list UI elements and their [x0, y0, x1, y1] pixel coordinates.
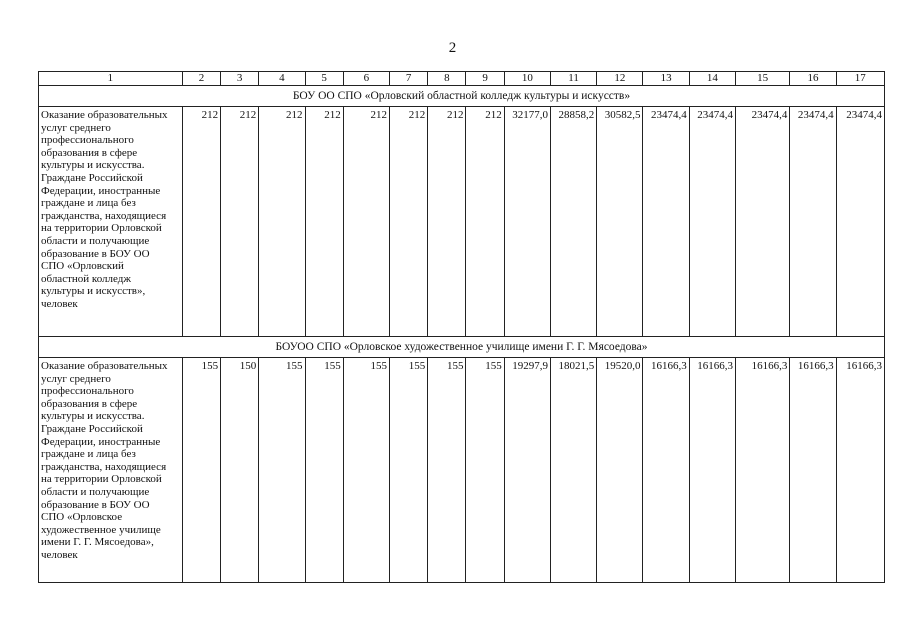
value-cell: 155	[305, 358, 343, 583]
column-number: 5	[305, 72, 343, 86]
value-cell: 212	[466, 107, 504, 337]
value-cell: 212	[221, 107, 259, 337]
value-cell: 23474,4	[736, 107, 790, 337]
value-cell: 155	[428, 358, 466, 583]
value-cell: 155	[466, 358, 504, 583]
column-number-row	[39, 72, 885, 86]
value-cell: 212	[390, 107, 428, 337]
value-cell: 212	[259, 107, 305, 337]
column-number: 9	[466, 72, 504, 86]
value-cell: 16166,3	[689, 358, 735, 583]
column-number: 7	[390, 72, 428, 86]
service-description	[39, 358, 183, 583]
value-cell: 23474,4	[790, 107, 836, 337]
column-number: 2	[182, 72, 220, 86]
description-line: образование в БОУ ОО	[41, 498, 150, 511]
description-line: гражданства, находящиеся	[41, 209, 167, 222]
description-line: образования в сфере	[41, 146, 138, 159]
column-number: 11	[550, 72, 596, 86]
description-line: культуры и искусств»,	[41, 285, 146, 298]
column-number: 14	[689, 72, 735, 86]
description-line: на территории Орловской	[41, 222, 162, 235]
value-cell: 155	[390, 358, 428, 583]
value-cell: 32177,0	[504, 107, 550, 337]
service-description	[39, 107, 183, 337]
description-line: граждане и лица без	[41, 448, 136, 461]
column-number: 10	[504, 72, 550, 86]
value-cell: 16166,3	[736, 358, 790, 583]
data-table	[38, 71, 885, 583]
description-line: художественное училище	[41, 523, 161, 536]
description-line: Граждане Российской	[41, 422, 143, 435]
value-cell: 212	[305, 107, 343, 337]
description-line: Оказание образовательных	[41, 360, 168, 372]
description-line: СПО «Орловский	[41, 260, 124, 273]
value-cell: 212	[343, 107, 389, 337]
column-number: 13	[643, 72, 689, 86]
description-line: Федерации, иностранные	[41, 184, 161, 197]
value-cell: 16166,3	[836, 358, 884, 583]
section-header-row	[39, 337, 885, 358]
value-cell: 18021,5	[550, 358, 596, 583]
value-cell: 19297,9	[504, 358, 550, 583]
value-cell: 23474,4	[643, 107, 689, 337]
description-line: услуг среднего	[41, 121, 111, 134]
value-cell: 155	[259, 358, 305, 583]
description-line: на территории Орловской	[41, 473, 162, 486]
section-title: БОУ ОО СПО «Орловский областной колледж культуры и искусств»	[39, 86, 885, 107]
table-row	[39, 107, 885, 337]
value-cell: 155	[182, 358, 220, 583]
description-line: Оказание образовательных	[41, 109, 168, 121]
description-line: Граждане Российской	[41, 171, 143, 184]
description-line: образование в БОУ ОО	[41, 247, 150, 260]
description-line: граждане и лица без	[41, 197, 136, 210]
value-cell: 212	[182, 107, 220, 337]
value-cell: 16166,3	[643, 358, 689, 583]
column-number: 6	[343, 72, 389, 86]
description-line: СПО «Орловское	[41, 511, 123, 524]
description-line: культуры и искусства.	[41, 410, 145, 423]
description-line: услуг среднего	[41, 372, 111, 385]
description-line: человек	[41, 297, 78, 310]
page-number: 2	[448, 40, 457, 56]
description-line: гражданства, находящиеся	[41, 460, 167, 473]
description-line: профессионального	[41, 385, 134, 398]
column-number: 15	[736, 72, 790, 86]
value-cell: 16166,3	[790, 358, 836, 583]
column-number: 4	[259, 72, 305, 86]
description-line: имени Г. Г. Мясоедова»,	[41, 536, 154, 549]
section-title: БОУОО СПО «Орловское художественное училище имени Г. Г. Мясоедова»	[39, 337, 885, 358]
description-line: областной колледж	[41, 272, 131, 285]
value-cell: 30582,5	[597, 107, 643, 337]
description-line: профессионального	[41, 134, 134, 147]
value-cell: 23474,4	[836, 107, 884, 337]
section-header-row	[39, 86, 885, 107]
value-cell: 155	[343, 358, 389, 583]
column-number: 8	[428, 72, 466, 86]
value-cell: 150	[221, 358, 259, 583]
column-number: 1	[39, 72, 183, 86]
description-line: Федерации, иностранные	[41, 435, 161, 448]
description-line: области и получающие	[41, 234, 150, 247]
value-cell: 212	[428, 107, 466, 337]
description-line: человек	[41, 548, 78, 561]
description-line: области и получающие	[41, 485, 150, 498]
column-number: 16	[790, 72, 836, 86]
description-line: образования в сфере	[41, 397, 138, 410]
column-number: 17	[836, 72, 884, 86]
column-number: 12	[597, 72, 643, 86]
column-number: 3	[221, 72, 259, 86]
value-cell: 28858,2	[550, 107, 596, 337]
description-line: культуры и искусства.	[41, 159, 145, 172]
value-cell: 19520,0	[597, 358, 643, 583]
table-row	[39, 358, 885, 583]
value-cell: 23474,4	[689, 107, 735, 337]
